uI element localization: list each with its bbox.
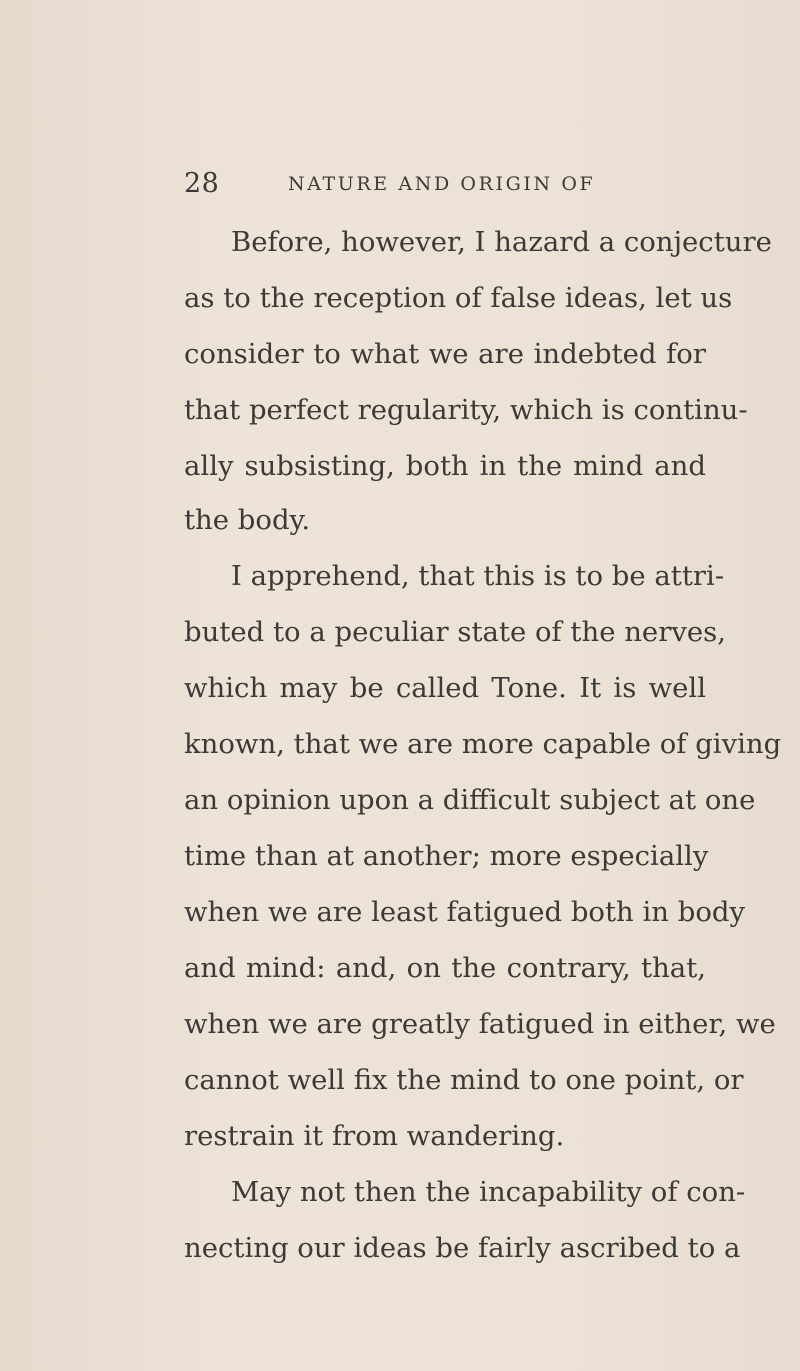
text-line: known, that we are more capable of giving [184, 728, 782, 760]
text-line: an opinion upon a difficult subject at one [184, 784, 756, 816]
text-line: I apprehend, that this is to be attri- [231, 560, 725, 592]
text-line: which may be called Tone. It is well [184, 672, 706, 704]
text-line: cannot well fix the mind to one point, or [184, 1064, 744, 1096]
text-line: ally subsisting, both in the mind and [184, 450, 706, 482]
text-line: May not then the incapability of con- [231, 1176, 746, 1208]
text-line: necting our ideas be fairly ascribed to a [184, 1232, 741, 1264]
page-header [184, 168, 744, 208]
text-line: restrain it from wandering. [184, 1120, 565, 1152]
text-line: when we are greatly fatigued in either, we [184, 1008, 776, 1040]
page-number: 28 [184, 168, 220, 199]
running-head: NATURE AND ORIGIN OF [288, 173, 596, 195]
text-line: the body. [184, 504, 311, 536]
text-line: when we are least fatigued both in body [184, 896, 746, 928]
text-line: Before, however, I hazard a conjecture [231, 226, 772, 258]
text-line: as to the reception of false ideas, let us [184, 282, 733, 314]
text-line: that perfect regularity, which is continu- [184, 394, 748, 426]
text-line: time than at another; more especially [184, 840, 709, 872]
text-line: consider to what we are indebted for [184, 338, 706, 370]
text-line: and mind: and, on the contrary, that, [184, 952, 706, 984]
text-line: buted to a peculiar state of the nerves, [184, 616, 727, 648]
